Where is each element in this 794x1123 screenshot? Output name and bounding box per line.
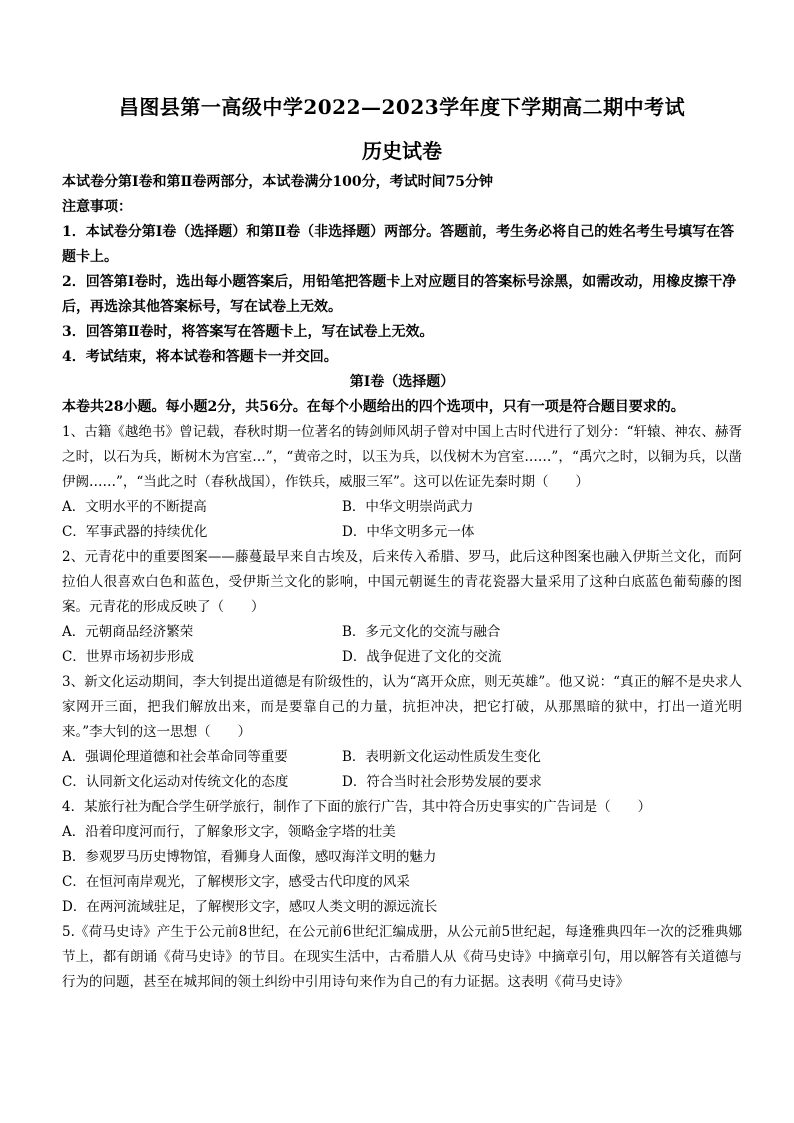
option-d: D．符合当时社会形势发展的要求 <box>342 774 542 790</box>
question-stem: 4．某旅行社为配合学生研学旅行，制作了下面的旅行广告，其中符合历史事实的广告词是（ ） <box>62 799 652 815</box>
notes-label: 注意事项： <box>62 199 132 215</box>
section-instructions: 本卷共28小题。每小题2分，共56分。在每个小题给出的四个选项中，只有一项是符合题目要求的。 <box>62 399 685 415</box>
question-options <box>62 620 742 670</box>
note-item: 2．回答第Ⅰ卷时，选出每小题答案后，用铅笔把答题卡上对应题目的答案标号涂黑，如需改动，用橡皮擦干净后，再选涂其他答案标号，写在试卷上无效。 <box>62 274 737 315</box>
option-a: A．沿着印度河而行，了解象形文字，领略金字塔的壮美 <box>62 824 396 840</box>
option-b: B．中华文明崇尚武力 <box>342 499 474 515</box>
option-c: C．军事武器的持续优化 <box>62 524 208 540</box>
note-item: 1．本试卷分第Ⅰ卷（选择题）和第Ⅱ卷（非选择题）两部分。答题前，考生务必将自己的姓名考生号填写在答题卡上。 <box>62 224 735 265</box>
question-options <box>62 495 742 545</box>
note-item: 4．考试结束，将本试卷和答题卡一并交回。 <box>62 349 338 365</box>
option-b: B．表明新文化运动性质发生变化 <box>342 749 541 765</box>
option-c: C．在恒河南岸观光，了解楔形文字，感受古代印度的风采 <box>62 874 410 890</box>
option-c: C．世界市场初步形成 <box>62 649 194 665</box>
section-title: 第Ⅰ卷（选择题） <box>349 374 455 390</box>
exam-intro: 本试卷分第Ⅰ卷和第Ⅱ卷两部分，本试卷满分100分，考试时间75分钟 <box>62 174 494 190</box>
option-a: A．元朝商品经济繁荣 <box>62 624 194 640</box>
exam-title: 昌图县第一高级中学2022—2023学年度下学期高二期中考试 <box>118 95 686 119</box>
question-stem: 1、古籍《越绝书》曾记载，春秋时期一位著名的铸剑师风胡子曾对中国上古时代进行了划分：“轩辕、神农、赫胥之时，以石为兵，断树木为宫室…”，“黄帝之时，以玉为兵，以伐树木为宫室……”，“禹穴之时，以铜为兵，以凿伊阙……”，“当此之时（春秋战国），作铁兵，威服三军”。这可以佐证先秦时期（ ） <box>62 424 742 490</box>
question-stem: 5.《荷马史诗》产生于公元前8世纪，在公元前6世纪汇编成册，从公元前5世纪起，每逢雅典四年一次的泛雅典娜节上，都有朗诵《荷马史诗》的节目。在现实生活中，古希腊人从《荷马史诗》中摘章引句，用以解答有关道德与行为的问题，甚至在城邦间的领土纠纷中引用诗句来作为自己的有力证据。这表明《荷马史诗》 <box>62 924 742 990</box>
option-a: A．强调伦理道德和社会革命同等重要 <box>62 749 288 765</box>
question-options <box>62 745 742 795</box>
exam-subtitle: 历史试卷 <box>362 139 442 163</box>
question-stem: 3、新文化运动期间，李大钊提出道德是有阶级性的，认为“离开众庶，则无英雄”。他又说：“真正的解不是央求人家网开三面，把我们解放出来，而是要靠自己的力量，抗拒冲决，把它打破，从那黑暗的狱中，打出一道光明来。”李大钊的这一思想（ ） <box>62 674 742 740</box>
option-d: D．在两河流域驻足，了解楔形文字，感叹人类文明的源远流长 <box>62 899 438 915</box>
option-b: B．多元文化的交流与融合 <box>342 624 501 640</box>
exam-page <box>62 92 742 995</box>
option-d: D．战争促进了文化的交流 <box>342 649 502 665</box>
option-a: A．文明水平的不断提高 <box>62 499 207 515</box>
option-c: C．认同新文化运动对传统文化的态度 <box>62 774 289 790</box>
option-d: D．中华文明多元一体 <box>342 524 475 540</box>
note-item: 3．回答第Ⅱ卷时，将答案写在答题卡上，写在试卷上无效。 <box>62 324 434 340</box>
option-b: B．参观罗马历史博物馆，看狮身人面像，感叹海洋文明的魅力 <box>62 849 437 865</box>
question-stem: 2、元青花中的重要图案——藤蔓最早来自古埃及，后来传入希腊、罗马，此后这种图案也融入伊斯兰文化，而阿拉伯人很喜欢白色和蓝色，受伊斯兰文化的影响，中国元朝诞生的青花瓷器大量采用了这种白底蓝色葡萄藤的图案。元青花的形成反映了（ ） <box>62 549 742 615</box>
